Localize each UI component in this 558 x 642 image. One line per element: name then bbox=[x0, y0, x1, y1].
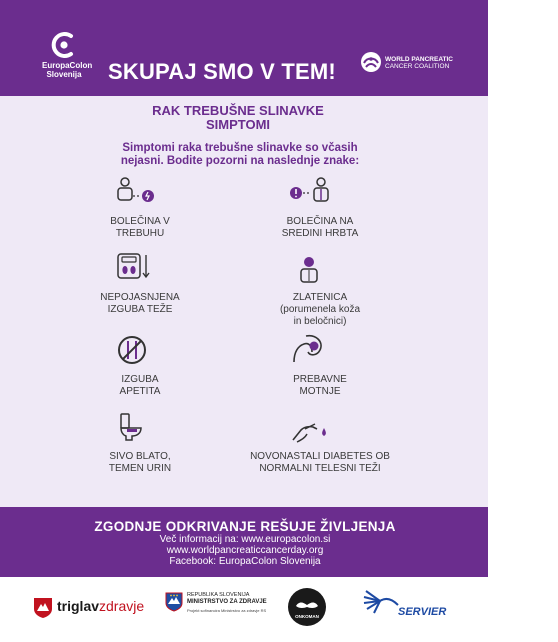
triglav-sub: zdravje bbox=[99, 598, 145, 614]
symptom-label-line: TEMEN URIN bbox=[108, 463, 172, 474]
mustache-icon bbox=[288, 588, 326, 626]
info-website: Več informacij na: www.europacolon.si bbox=[159, 534, 331, 545]
symptom-label-line: NORMALNI TELESNI TEŽI bbox=[259, 463, 381, 474]
partner-name-line: WORLD PANCREATIC bbox=[385, 56, 454, 63]
symptom-label-appetite bbox=[70, 374, 210, 398]
title-line: SIMPTOMI bbox=[205, 117, 271, 132]
symptom-label-weight-loss bbox=[70, 292, 210, 316]
symptom-label-line: TREBUHU bbox=[115, 228, 165, 239]
back-pain-icon bbox=[289, 177, 333, 205]
slovenia-crest-icon bbox=[165, 592, 183, 612]
onkoman-logo bbox=[288, 588, 326, 626]
servier-bird-icon bbox=[362, 587, 402, 615]
contact-info bbox=[90, 534, 400, 567]
wpcc-logo bbox=[360, 51, 475, 77]
triglav-brand: triglav bbox=[57, 598, 100, 614]
symptom-label-diabetes bbox=[240, 451, 400, 475]
intro-line: Simptomi raka trebušne slinavke so včasih bbox=[122, 142, 358, 154]
title-line: RAK TREBUŠNE SLINAVKE bbox=[152, 103, 324, 118]
servier-wordmark: SERVIER bbox=[398, 606, 447, 618]
wpcc-emblem-icon bbox=[360, 51, 382, 73]
ministry-name: MINISTRSTVO ZA ZDRAVJE bbox=[187, 599, 267, 605]
intro-text bbox=[90, 142, 390, 168]
symptom-label-line: BOLEČINA V bbox=[110, 216, 170, 227]
symptom-label-line: MOTNJE bbox=[299, 386, 341, 397]
symptom-label-line: APETITA bbox=[119, 386, 161, 397]
symptom-label-abdominal-pain bbox=[70, 216, 210, 240]
page-title bbox=[108, 104, 368, 132]
intro-line: nejasni. Bodite pozorni na naslednje znake: bbox=[120, 155, 360, 167]
symptom-label-line: ZLATENICA bbox=[292, 292, 348, 303]
info-facebook: Facebook: EuropaColon Slovenija bbox=[169, 556, 321, 567]
symptom-label-stool-urine bbox=[70, 451, 210, 475]
weight-loss-scale-icon bbox=[116, 252, 150, 280]
partner-name-line: CANCER COALITION bbox=[385, 63, 450, 70]
headline: SKUPAJ SMO V TEM! bbox=[108, 59, 336, 84]
toilet-icon bbox=[118, 412, 144, 442]
symptom-label-line: NOVONASTALI DIABETES OB bbox=[250, 451, 390, 462]
symptom-label-back-pain bbox=[240, 216, 400, 240]
digestion-stomach-icon bbox=[290, 332, 326, 364]
abdominal-pain-icon bbox=[115, 177, 157, 205]
symptom-label-jaundice bbox=[240, 292, 400, 328]
logo-name-line: EuropaColon bbox=[42, 61, 93, 70]
jaundice-person-icon bbox=[298, 256, 320, 284]
symptom-label-digestion bbox=[240, 374, 400, 398]
info-website-2: www.worldpancreaticcancerday.org bbox=[166, 545, 324, 556]
no-eating-icon bbox=[116, 334, 148, 366]
symptom-label-line: SIVO BLATO, bbox=[109, 451, 171, 462]
logo-name-line: Slovenija bbox=[46, 70, 82, 79]
europacolon-logo-icon bbox=[51, 30, 77, 60]
ministry-logo bbox=[165, 592, 275, 624]
symptom-label-line: NEPOJASNJENA bbox=[100, 292, 180, 303]
europacolon-logo bbox=[42, 30, 93, 79]
onkoman-wordmark: ONKOMAN bbox=[295, 614, 319, 619]
wpcc-name bbox=[385, 56, 477, 70]
symptom-label-line: BOLEČINA NA bbox=[286, 216, 354, 227]
symptom-label-line: IZGUBA TEŽE bbox=[107, 304, 173, 315]
symptom-label-line: SREDINI HRBTA bbox=[281, 228, 359, 239]
triglav-shield-icon bbox=[33, 597, 53, 619]
call-to-action: ZGODNJE ODKRIVANJE REŠUJE ŽIVLJENJA bbox=[94, 519, 396, 534]
blood-drop-hand-icon bbox=[291, 420, 329, 444]
symptom-label-line: IZGUBA bbox=[121, 374, 159, 385]
ministry-country: REPUBLIKA SLOVENIJA bbox=[187, 592, 250, 598]
symptom-label-line: PREBAVNE bbox=[293, 374, 347, 385]
symptom-label-line: in beločnici) bbox=[293, 316, 347, 327]
symptom-label-line: (porumenela koža bbox=[279, 304, 361, 315]
ministry-note: Projekt sofinancira Ministrstvo za zdravje RS bbox=[187, 608, 267, 613]
europacolon-name bbox=[42, 61, 93, 79]
triglav-wordmark bbox=[57, 598, 144, 614]
servier-logo bbox=[362, 587, 452, 621]
